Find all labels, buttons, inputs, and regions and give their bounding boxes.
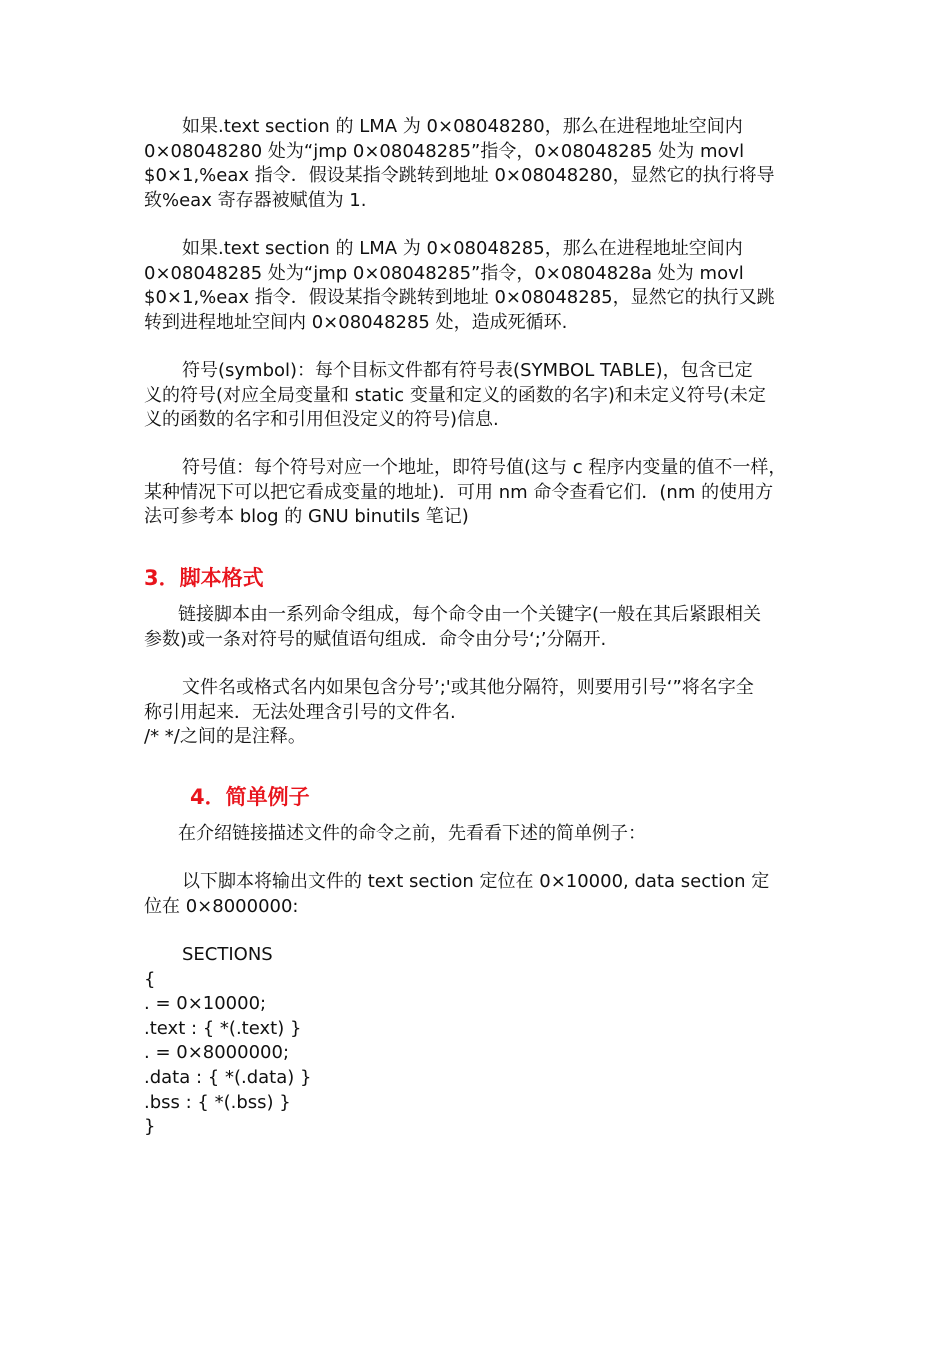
text-line: 文件名或格式名内如果包含分号’;'或其他分隔符，则要用引号‘”将名字全 <box>182 677 754 698</box>
text-line: 符号(symbol)：每个目标文件都有符号表(SYMBOL TABLE)，包含已定 <box>182 360 753 381</box>
text-line: 位在 0×8000000: <box>144 895 299 917</box>
code-line: .bss : { *(.bss) } <box>144 1091 291 1113</box>
code-line: { <box>144 968 156 990</box>
section-heading-simple-example: 4．简单例子 <box>190 785 310 809</box>
paragraph-script-commands <box>144 603 809 652</box>
text-line: 0×08048285 处为“jmp 0×08048285”指令，0×0804828a 处为 movl <box>144 262 744 284</box>
text-line: 如果.text section 的 LMA 为 0×08048280，那么在进程地址空间内 <box>182 116 743 137</box>
text-line: 参数)或一条对符号的赋值语句组成．命令由分号‘;’分隔开. <box>144 628 607 650</box>
text-line: 如果.text section 的 LMA 为 0×08048285，那么在进程地址空间内 <box>182 238 743 259</box>
text-line: $0×1,%eax 指令．假设某指令跳转到地址 0×08048285，显然它的执行又跳 <box>144 287 775 308</box>
linker-script-code-block <box>144 943 311 1140</box>
text-line: 以下脚本将输出文件的 text section 定位在 0×10000, data section 定 <box>182 871 770 892</box>
paragraph-symbol <box>144 359 809 433</box>
paragraph-lma-08048285 <box>144 237 809 335</box>
code-line: SECTIONS <box>182 944 273 965</box>
paragraph-symbol-value <box>144 456 809 530</box>
text-line: 义的符号(对应全局变量和 static 变量和定义的函数的名字)和未定义符号(未定 <box>144 384 766 406</box>
text-line: 转到进程地址空间内 0×08048285 处，造成死循环. <box>144 311 568 333</box>
text-line: $0×1,%eax 指令．假设某指令跳转到地址 0×08048280，显然它的执行将导 <box>144 165 775 186</box>
text-line: 义的函数的名字和引用但没定义的符号)信息. <box>144 409 499 430</box>
text-line: 符号值：每个符号对应一个地址，即符号值(这与 c 程序内变量的值不一样， <box>182 457 787 478</box>
text-line: 某种情况下可以把它看成变量的地址)．可用 nm 命令查看它们．(nm 的使用方 <box>144 481 774 503</box>
code-line: .text : { *(.text) } <box>144 1017 302 1039</box>
code-line: . = 0×8000000; <box>144 1042 290 1064</box>
text-line: 致%eax 寄存器被赋值为 1. <box>144 189 367 211</box>
text-line: 链接脚本由一系列命令组成，每个命令由一个关键字(一般在其后紧跟相关 <box>178 604 762 625</box>
paragraph-example-description <box>144 870 809 919</box>
code-line: .data : { *(.data) } <box>144 1066 312 1088</box>
code-line: } <box>144 1116 156 1138</box>
section-heading-script-format: 3．脚本格式 <box>144 566 264 590</box>
paragraph-example-intro <box>144 822 809 847</box>
text-line: 法可参考本 blog 的 GNU binutils 笔记) <box>144 506 469 527</box>
paragraph-filename-quoting <box>144 676 809 750</box>
text-line: 在介绍链接描述文件的命令之前，先看看下述的简单例子： <box>178 823 646 844</box>
paragraph-lma-08048280 <box>144 115 809 213</box>
text-line: 0×08048280 处为“jmp 0×08048285”指令，0×08048285 处为 movl <box>144 140 745 162</box>
code-line: . = 0×10000; <box>144 993 267 1015</box>
text-line: /* */之间的是注释。 <box>144 726 306 747</box>
text-line: 称引用起来．无法处理含引号的文件名. <box>144 701 456 723</box>
